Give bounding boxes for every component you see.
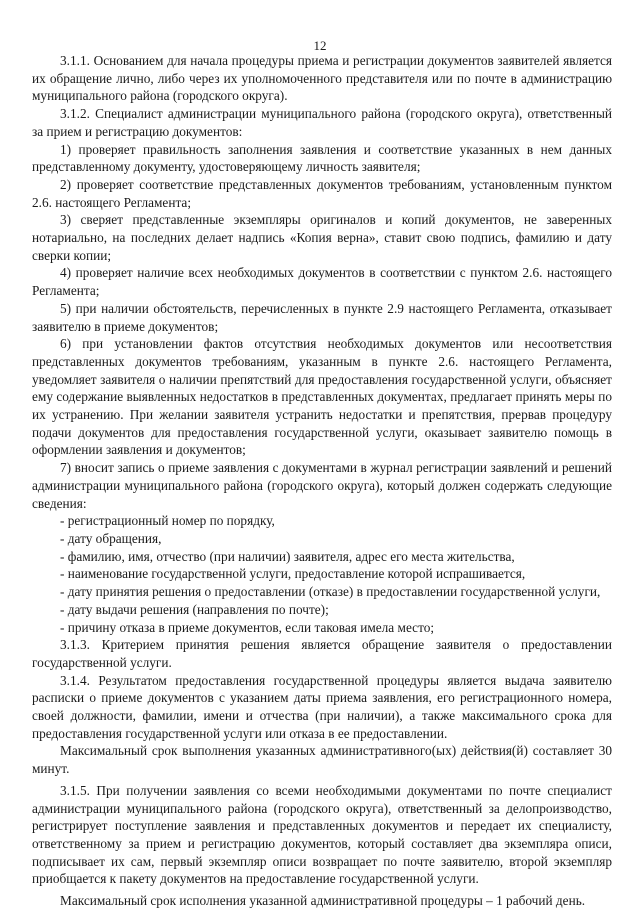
paragraph-3-1-4-time: Максимальный срок выполнения указанных административного(ых) действия(й) составляет 30 минут. (32, 743, 612, 777)
paragraph-3-1-5: 3.1.5. При получении заявления со всеми необходимыми документами по почте специалист администрации муниципального района (городского округа), ответственный за делопроизводство, регистрирует поступление заявления и представленных документов и передает их специалисту, ответственному за прием и регистрацию документов, который составляет два экземпляра описи, подписывает их сам, первый экземпляр описи возвращает по почте заявителю, второй экземпляр приобщается к пакету документов на предоставление государственной услуги. (32, 782, 612, 887)
dash-item: - причину отказа в приеме документов, если таковая имела место; (60, 619, 435, 635)
dash-item: - дату выдачи решения (направления по почте); (60, 601, 329, 617)
list-item: 4) проверяет наличие всех необходимых документов в соответствии с пунктом 2.6. настоящего Регламента; (32, 265, 612, 299)
paragraph-3-1-4: 3.1.4. Результатом предоставления государственной процедуры является выдача заявителю расписки о приеме документов с указанием даты приема заявления, его регистрационного номера, своей должности, фамилии, имени и отчества (при наличии), а также максимального срока для предоставления государственной услуги или отказа в ее предоставлении. (32, 672, 612, 741)
dash-item: - дату обращения, (60, 530, 162, 546)
list-item: 1) проверяет правильность заполнения заявления и соответствие указанных в нем данных представленному документу, удостоверяющему личность заявителя; (32, 141, 612, 175)
dash-item: - наименование государственной услуги, предоставление которой испрашивается, (60, 566, 526, 582)
paragraph-3-1-5-time: Максимальный срок исполнения указанной административной процедуры – 1 рабочий день. (60, 893, 586, 909)
list-item: 5) при наличии обстоятельств, перечисленных в пункте 2.9 настоящего Регламента, отказывает заявителю в приеме документов; (32, 300, 612, 334)
list-item: 6) при установлении фактов отсутствия необходимых документов или несоответствия представленных документов требованиям, указанным в пункте 2.6. настоящего Регламента, уведомляет заявителя о наличии препятствий для предоставления государственной услуги, объясняет ему содержание выявленных недостатков в представленных документах, предлагает принять меры по их устранению. При желании заявителя устранить недостатки и препятствия, прервав процедуру подачи документов для предоставления государственной услуги, оказывает заявителю помощь в оформлении заявления и документов; (32, 336, 612, 458)
page-number: 12 (313, 38, 327, 53)
dash-item: - дату принятия решения о предоставлении (отказе) в предоставлении государственной услуги, (60, 584, 601, 600)
list-item: 7) вносит запись о приеме заявления с документами в журнал регистрации заявлений и решений администрации муниципального района (городского округа), который должен содержать следующие сведения: (32, 460, 612, 511)
list-item: 2) проверяет соответствие представленных документов требованиям, установленным пунктом 2.6. настоящего Регламента; (32, 176, 612, 210)
dash-item: - фамилию, имя, отчество (при наличии) заявителя, адрес его места жительства, (60, 548, 515, 564)
paragraph-3-1-1: 3.1.1. Основанием для начала процедуры приема и регистрации документов заявителей является их обращение лично, либо через их уполномоченного представителя или по почте в администрацию муниципального района (городского округа). (32, 53, 612, 104)
document-body (32, 52, 612, 910)
paragraph-3-1-2: 3.1.2. Специалист администрации муниципального района (городского округа), ответственный за прием и регистрацию документов: (32, 106, 612, 139)
paragraph-3-1-3: 3.1.3. Критерием принятия решения является обращение заявителя о предоставлении государственной услуги. (32, 637, 612, 670)
dash-item: - регистрационный номер по порядку, (60, 513, 275, 529)
list-item: 3) сверяет представленные экземпляры оригиналов и копий документов, не заверенных нотариально, на последних делает надпись «Копия верна», ставит свою подпись, фамилию и дату сверки копии; (32, 212, 612, 263)
